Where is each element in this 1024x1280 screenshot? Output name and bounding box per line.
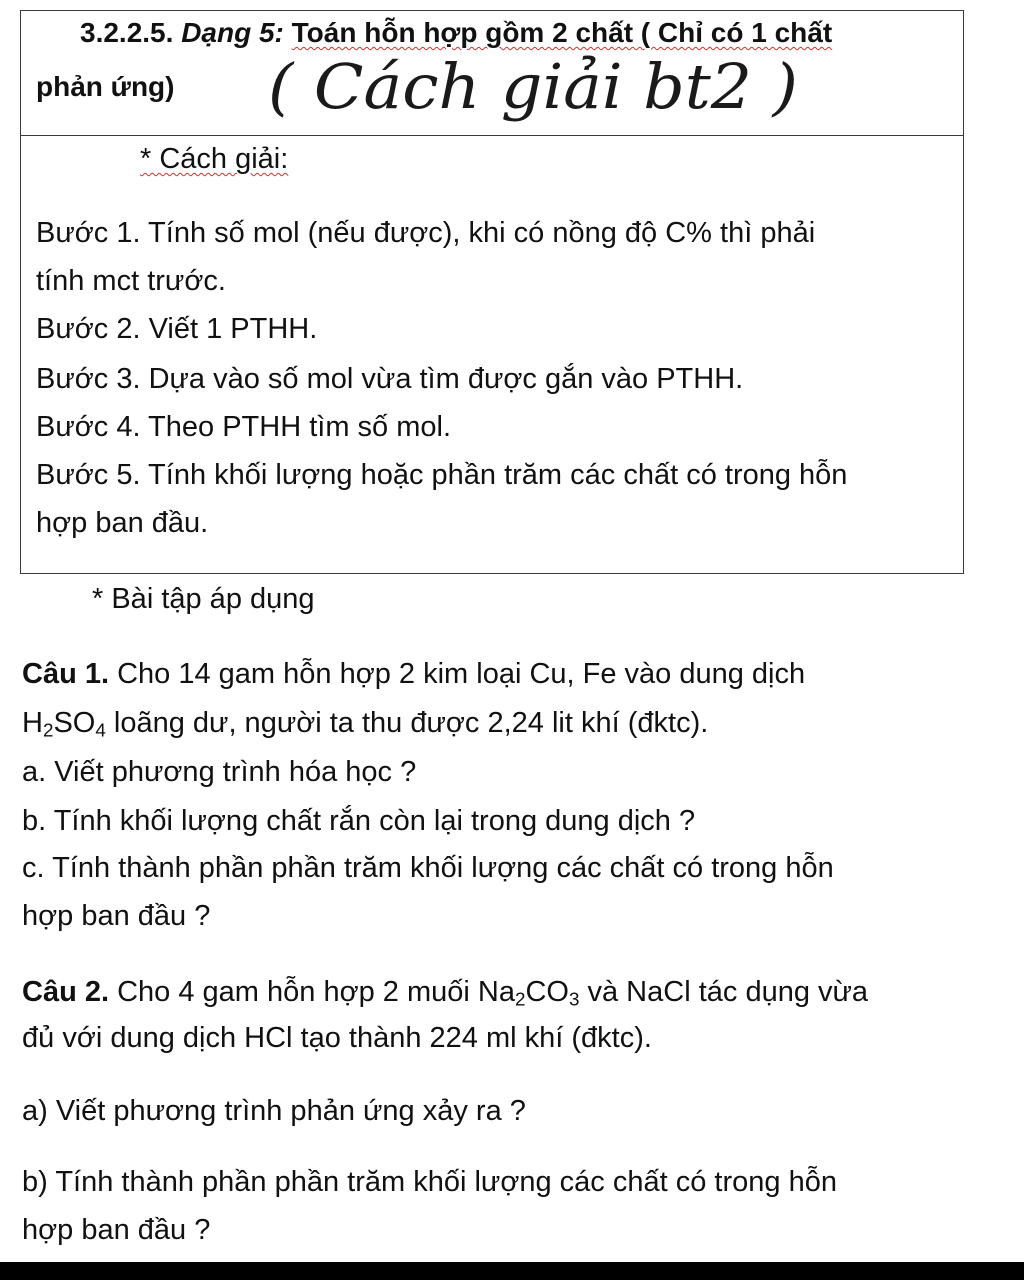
bottom-edge-bar — [0, 1262, 1024, 1280]
handwritten-note-text: ( Cách giải bt2 ) — [268, 50, 798, 123]
q2-formula: $Na_2CO_3$ — [477, 976, 580, 1010]
section-title — [80, 16, 832, 50]
section-type-label: Dạng 5: — [181, 17, 284, 48]
section-title-line2: phản ứng) — [36, 71, 175, 102]
q2-label: Câu 2. — [22, 976, 110, 1008]
q1-part-b: b. Tính khối lượng chất rắn còn lại trong dung dịch ? — [22, 805, 696, 837]
exercises-heading: * Bài tập áp dụng — [92, 583, 315, 615]
step-3: Bước 3. Dựa vào số mol vừa tìm được gắn vào PTHH. — [36, 363, 744, 395]
step-1-line1: Bước 1. Tính số mol (nếu được), khi có nồng độ C% thì phải — [36, 217, 816, 249]
q2-part-a: a) Viết phương trình phản ứng xảy ra ? — [22, 1095, 526, 1127]
step-2: Bước 2. Viết 1 PTHH. — [36, 313, 318, 345]
section-title-text: Toán hỗn hợp gồm 2 chất ( Chỉ có 1 chất — [291, 17, 833, 48]
q1-line2: $H_2SO_4$ loãng dư, người ta thu được 2,24 lit khí (đktc). — [22, 707, 709, 741]
step-1-line2: tính mct trước. — [36, 265, 226, 297]
q1-part-c-line2: hợp ban đầu ? — [22, 900, 211, 932]
step-5-line2: hợp ban đầu. — [36, 507, 209, 539]
handwritten-note — [268, 50, 808, 140]
q2-part-b-line1: b) Tính thành phần phần trăm khối lượng các chất có trong hỗn — [22, 1166, 837, 1198]
q2-line2: đủ với dung dịch HCl tạo thành 224 ml khí (đktc). — [22, 1022, 652, 1054]
method-heading: * Cách giải: — [140, 143, 289, 175]
q1-part-a: a. Viết phương trình hóa học ? — [22, 756, 417, 788]
q1-line1: Câu 1. Cho 14 gam hỗn hợp 2 kim loại Cu, Fe vào dung dịch — [22, 658, 806, 690]
section-number: 3.2.2.5. — [80, 17, 174, 48]
step-5-line1: Bước 5. Tính khối lượng hoặc phần trăm các chất có trong hỗn — [36, 459, 848, 491]
q2-part-b-line2: hợp ban đầu ? — [22, 1214, 211, 1246]
q1-label: Câu 1. — [22, 658, 110, 690]
q2-line1: Câu 2. Cho 4 gam hỗn hợp 2 muối $Na_2CO_3$ và NaCl tác dụng vừa — [22, 976, 869, 1010]
q1-part-c-line1: c. Tính thành phần phần trăm khối lượng các chất có trong hỗn — [22, 852, 834, 884]
step-4: Bước 4. Theo PTHH tìm số mol. — [36, 411, 452, 443]
q1-formula: $H_2SO_4$ — [22, 707, 106, 741]
